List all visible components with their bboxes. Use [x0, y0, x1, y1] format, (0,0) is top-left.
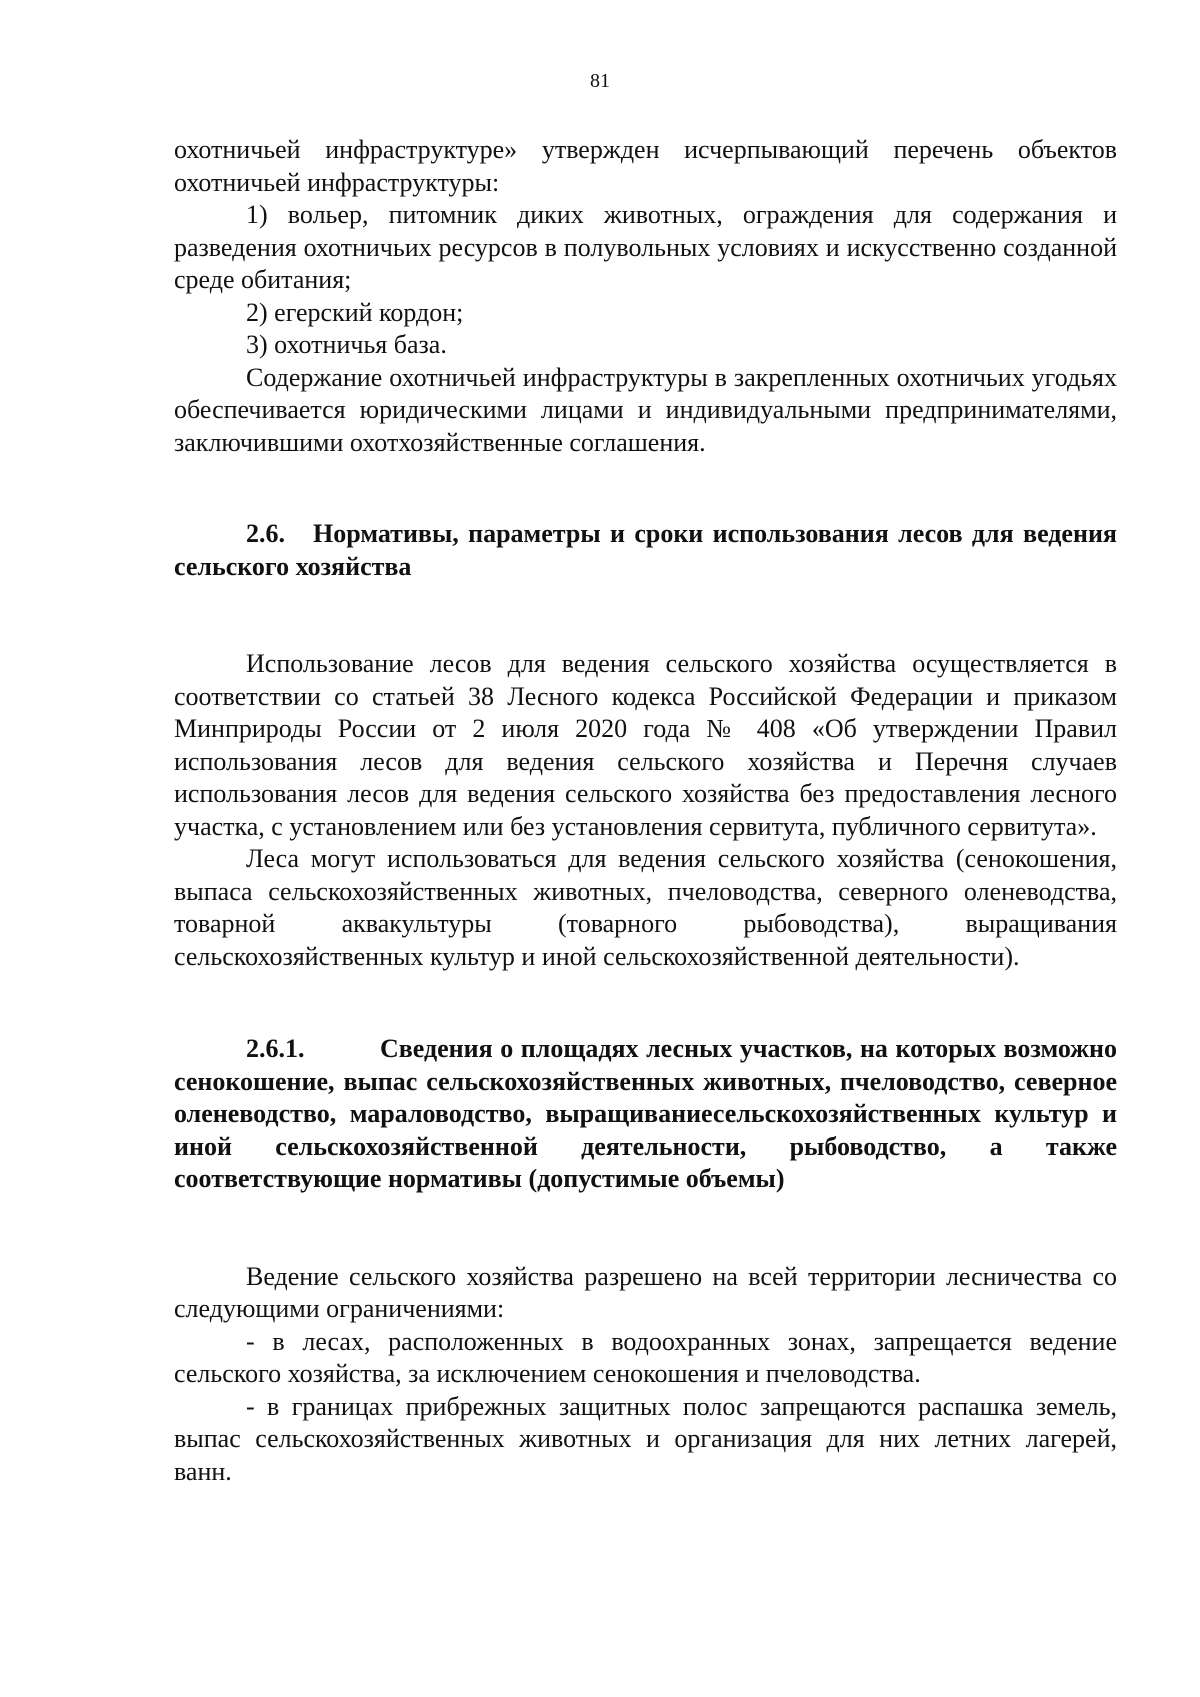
spacer [174, 459, 1117, 518]
section-2-6-1-paragraph: Ведение сельского хозяйства разрешено на всей территории лесничества со следующими ограничениями: [174, 1261, 1117, 1323]
spacer [174, 1196, 1117, 1261]
restriction-item: - в границах прибрежных защитных полос запрещаются распашка земель, выпас сельскохозяйственных животных и организация для них летних лагерей, ванн. [174, 1391, 1117, 1486]
section-heading-2-6 [174, 518, 1117, 583]
page-content [174, 134, 1117, 1488]
restriction-item: - в лесах, расположенных в водоохранных зонах, запрещается ведение сельского хозяйства, за исключением сенокошения и пчеловодства. [174, 1326, 1117, 1388]
intro-list-item: 1) вольер, питомник диких животных, ограждения для содержания и разведения охотничьих ресурсов в полувольных условиях и искусственно созданной среде обитания; [174, 200, 1117, 294]
section-heading-2-6-1 [174, 1033, 1117, 1196]
page-number: 81 [590, 70, 610, 92]
section-2-6-paragraph: Использование лесов для ведения сельского хозяйства осуществляется в соответствии со статьей 38 Лесного кодекса Российской Федерации и приказом Минприроды России от 2 июля 2020 года № 408 «Об утверждении Правил использования лесов для ведения сельского хозяйства и Перечня случаев использования лесов для ведения сельского хозяйства без предоставления лесного участка, с установлением или без установления сервитута, публичного сервитута». [174, 649, 1117, 841]
spacer [174, 973, 1117, 1033]
intro-lead-paragraph: охотничьей инфраструктуре» утвержден исчерпывающий перечень объектов охотничьей инфраструктуры: [174, 135, 1117, 197]
section-number: 2.6. [246, 519, 285, 548]
spacer [174, 583, 1117, 648]
section-title: Нормативы, параметры и сроки использования лесов для ведения сельского хозяйства [174, 519, 1118, 581]
section-title: Сведения о площадях лесных участков, на которых возможно сенокошение, выпас сельскохозяйственных животных, пчеловодство, северное оленеводство, мараловодство, выращиваниесельскохозяйственных культур и иной сельскохозяйственной деятельности, рыбоводство, а также соответствующие нормативы (допустимые объемы) [174, 1034, 1117, 1193]
intro-list-item: 2) егерский кордон; [246, 297, 464, 327]
section-number: 2.6.1. [246, 1034, 305, 1063]
intro-list-item: 3) охотничья база. [246, 330, 447, 359]
intro-closing-paragraph: Содержание охотничьей инфраструктуры в закрепленных охотничьих угодьях обеспечивается юридическими лицами и индивидуальными предпринимателями, заключившими охотхозяйственные соглашения. [174, 362, 1117, 457]
section-2-6-paragraph: Леса могут использоваться для ведения сельского хозяйства (сенокошения, выпаса сельскохозяйственных животных, пчеловодства, северного оленеводства, товарной аквакультуры (товарного рыбоводства), выращивания сельскохозяйственных культур и иной сельскохозяйственной деятельности). [174, 844, 1117, 971]
